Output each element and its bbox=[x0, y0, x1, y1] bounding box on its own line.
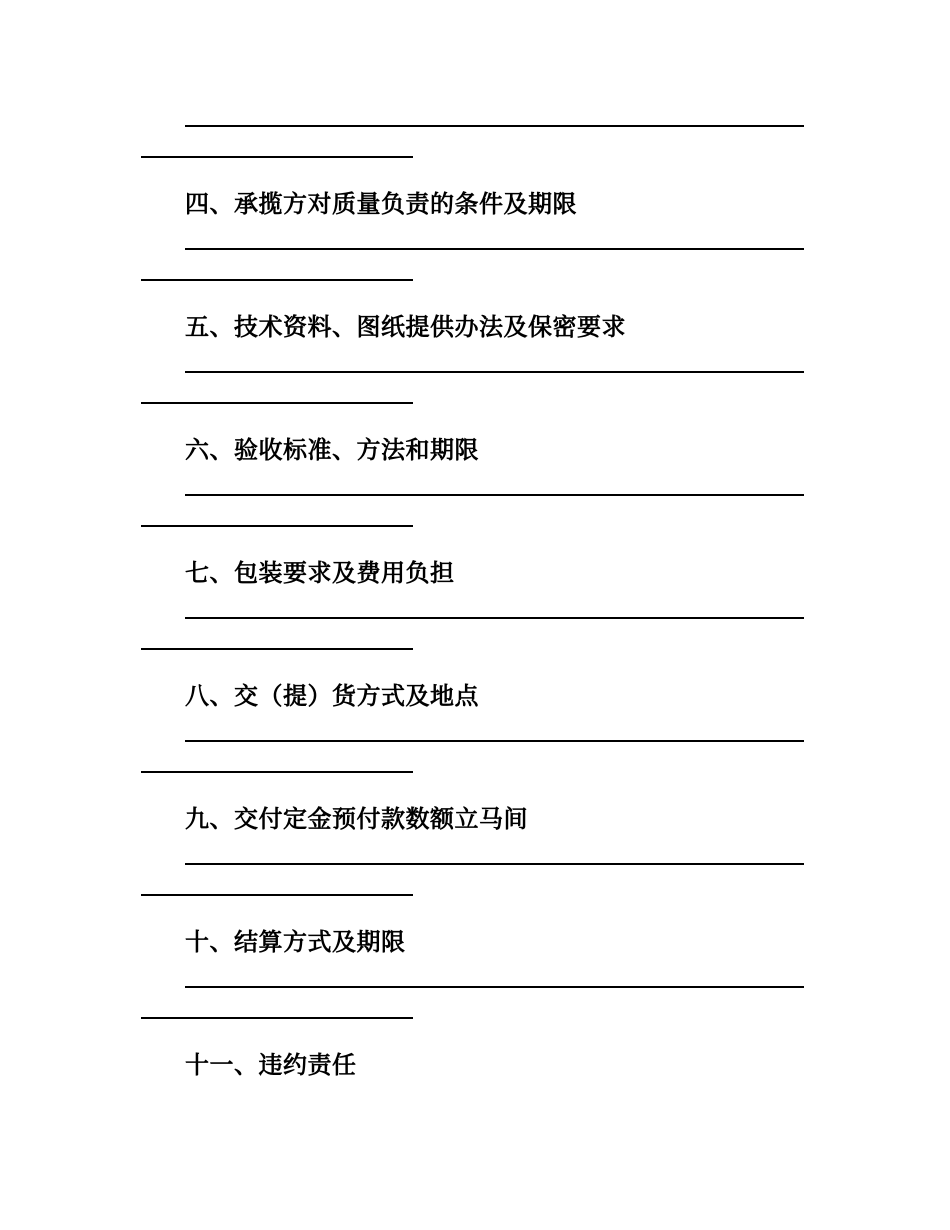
section-heading: 十、结算方式及期限 bbox=[185, 927, 406, 956]
section-heading: 十一、违约责任 bbox=[185, 1050, 357, 1079]
fill-in-line bbox=[185, 371, 804, 373]
fill-in-line bbox=[141, 1017, 413, 1019]
fill-in-line bbox=[141, 156, 413, 158]
fill-in-line bbox=[141, 525, 413, 527]
fill-in-line bbox=[141, 279, 413, 281]
section-heading: 八、交（提）货方式及地点 bbox=[185, 681, 479, 710]
fill-in-line bbox=[185, 740, 804, 742]
fill-in-line bbox=[141, 771, 413, 773]
section-heading: 六、验收标准、方法和期限 bbox=[185, 435, 479, 464]
fill-in-line bbox=[141, 894, 413, 896]
fill-in-line bbox=[185, 248, 804, 250]
section-heading: 四、承揽方对质量负责的条件及期限 bbox=[185, 189, 577, 218]
fill-in-line bbox=[185, 863, 804, 865]
fill-in-line bbox=[185, 494, 804, 496]
fill-in-line bbox=[141, 648, 413, 650]
fill-in-line bbox=[141, 402, 413, 404]
section-heading: 五、技术资料、图纸提供办法及保密要求 bbox=[185, 312, 626, 341]
fill-in-line bbox=[185, 617, 804, 619]
section-heading: 九、交付定金预付款数额立马间 bbox=[185, 804, 528, 833]
fill-in-line bbox=[185, 125, 804, 127]
fill-in-line bbox=[185, 986, 804, 988]
section-heading: 七、包装要求及费用负担 bbox=[185, 558, 455, 587]
